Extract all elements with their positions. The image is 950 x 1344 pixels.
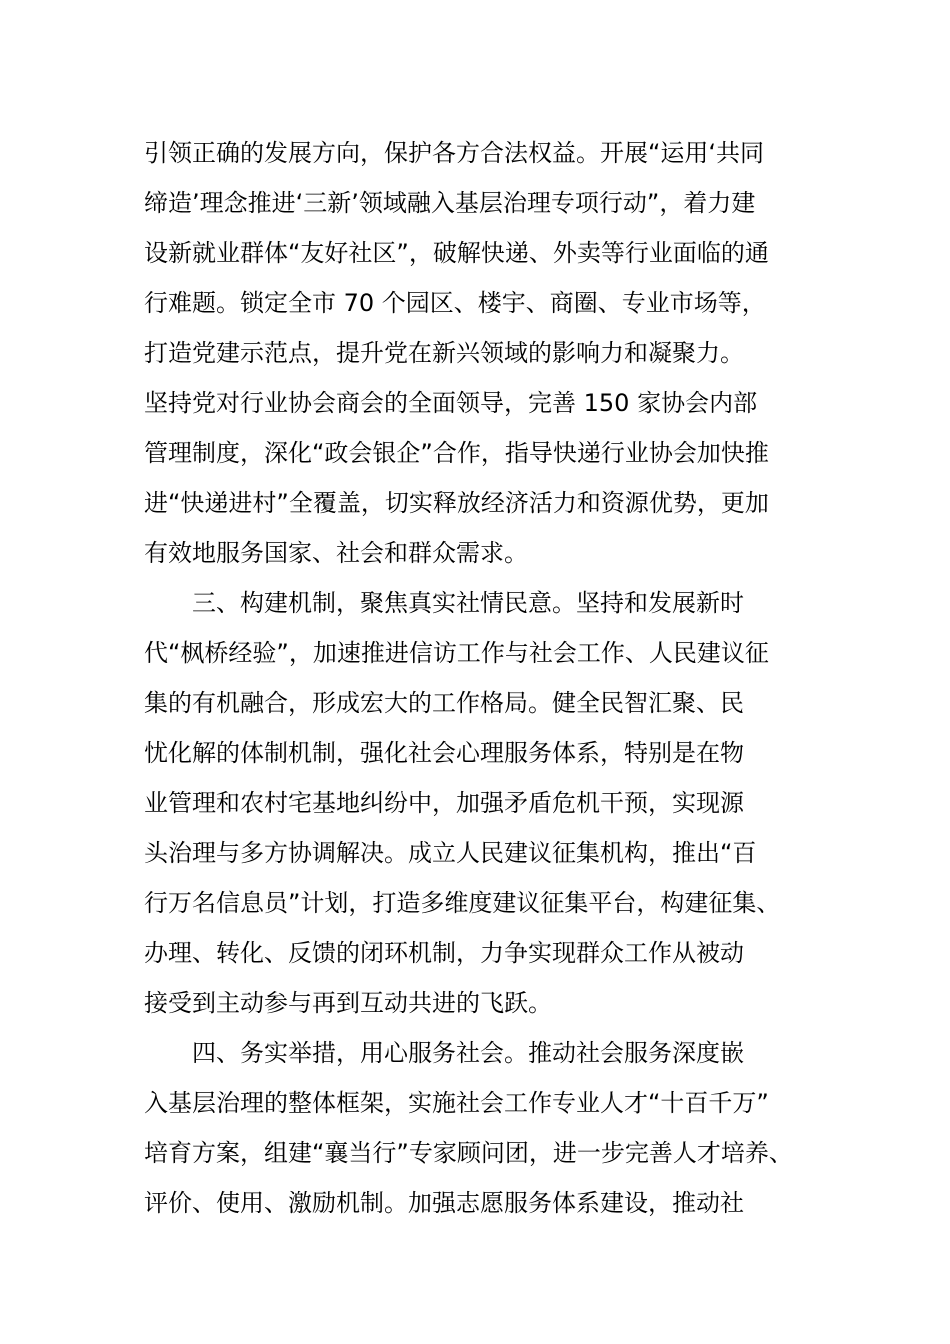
section-three-heading-line: 三、构建机制，聚焦真实社情民意。坚持和发展新时 bbox=[192, 589, 744, 617]
text-line: 引领正确的发展方向，保护各方合法权益。开展“运用‘共同 bbox=[144, 139, 765, 167]
text-line: 集的有机融合，形成宏大的工作格局。健全民智汇聚、民 bbox=[144, 689, 744, 717]
text-line: 行万名信息员”计划，打造多维度建议征集平台，构建征集、 bbox=[144, 889, 781, 917]
text-line: 代“枫桥经验”，加速推进信访工作与社会工作、人民建议征 bbox=[144, 639, 769, 667]
text-line: 入基层治理的整体框架，实施社会工作专业人才“十百千万” bbox=[144, 1089, 769, 1117]
text-line: 行难题。锁定全市 70 个园区、楼宇、商圈、专业市场等， bbox=[144, 289, 766, 317]
text-line: 进“快递进村”全覆盖，切实释放经济活力和资源优势，更加 bbox=[144, 489, 769, 517]
text-line: 业管理和农村宅基地纠纷中，加强矛盾危机干预，实现源 bbox=[144, 789, 744, 817]
text-line: 缔造’理念推进‘三新’领域融入基层治理专项行动”，着力建 bbox=[144, 189, 756, 217]
body-text bbox=[144, 128, 824, 1228]
section-four-heading-line: 四、务实举措，用心服务社会。推动社会服务深度嵌 bbox=[192, 1039, 744, 1067]
text-line: 打造党建示范点，提升党在新兴领域的影响力和凝聚力。 bbox=[144, 339, 744, 367]
text-line: 接受到主动参与再到互动共进的飞跃。 bbox=[144, 989, 552, 1017]
text-line: 办理、转化、反馈的闭环机制，力争实现群众工作从被动 bbox=[144, 939, 744, 967]
text-line: 管理制度，深化“政会银企”合作，指导快递行业协会加快推 bbox=[144, 439, 769, 467]
text-line: 坚持党对行业协会商会的全面领导，完善 150 家协会内部 bbox=[144, 389, 758, 417]
text-line: 设新就业群体“友好社区”，破解快递、外卖等行业面临的通 bbox=[144, 239, 769, 267]
text-line: 培育方案，组建“襄当行”专家顾问团，进一步完善人才培养、 bbox=[144, 1139, 793, 1167]
text-line: 忧化解的体制机制，强化社会心理服务体系，特别是在物 bbox=[144, 739, 744, 767]
text-line: 评价、使用、激励机制。加强志愿服务体系建设，推动社 bbox=[144, 1189, 744, 1217]
text-line: 有效地服务国家、社会和群众需求。 bbox=[144, 539, 528, 567]
text-line: 头治理与多方协调解决。成立人民建议征集机构，推出“百 bbox=[144, 839, 757, 867]
